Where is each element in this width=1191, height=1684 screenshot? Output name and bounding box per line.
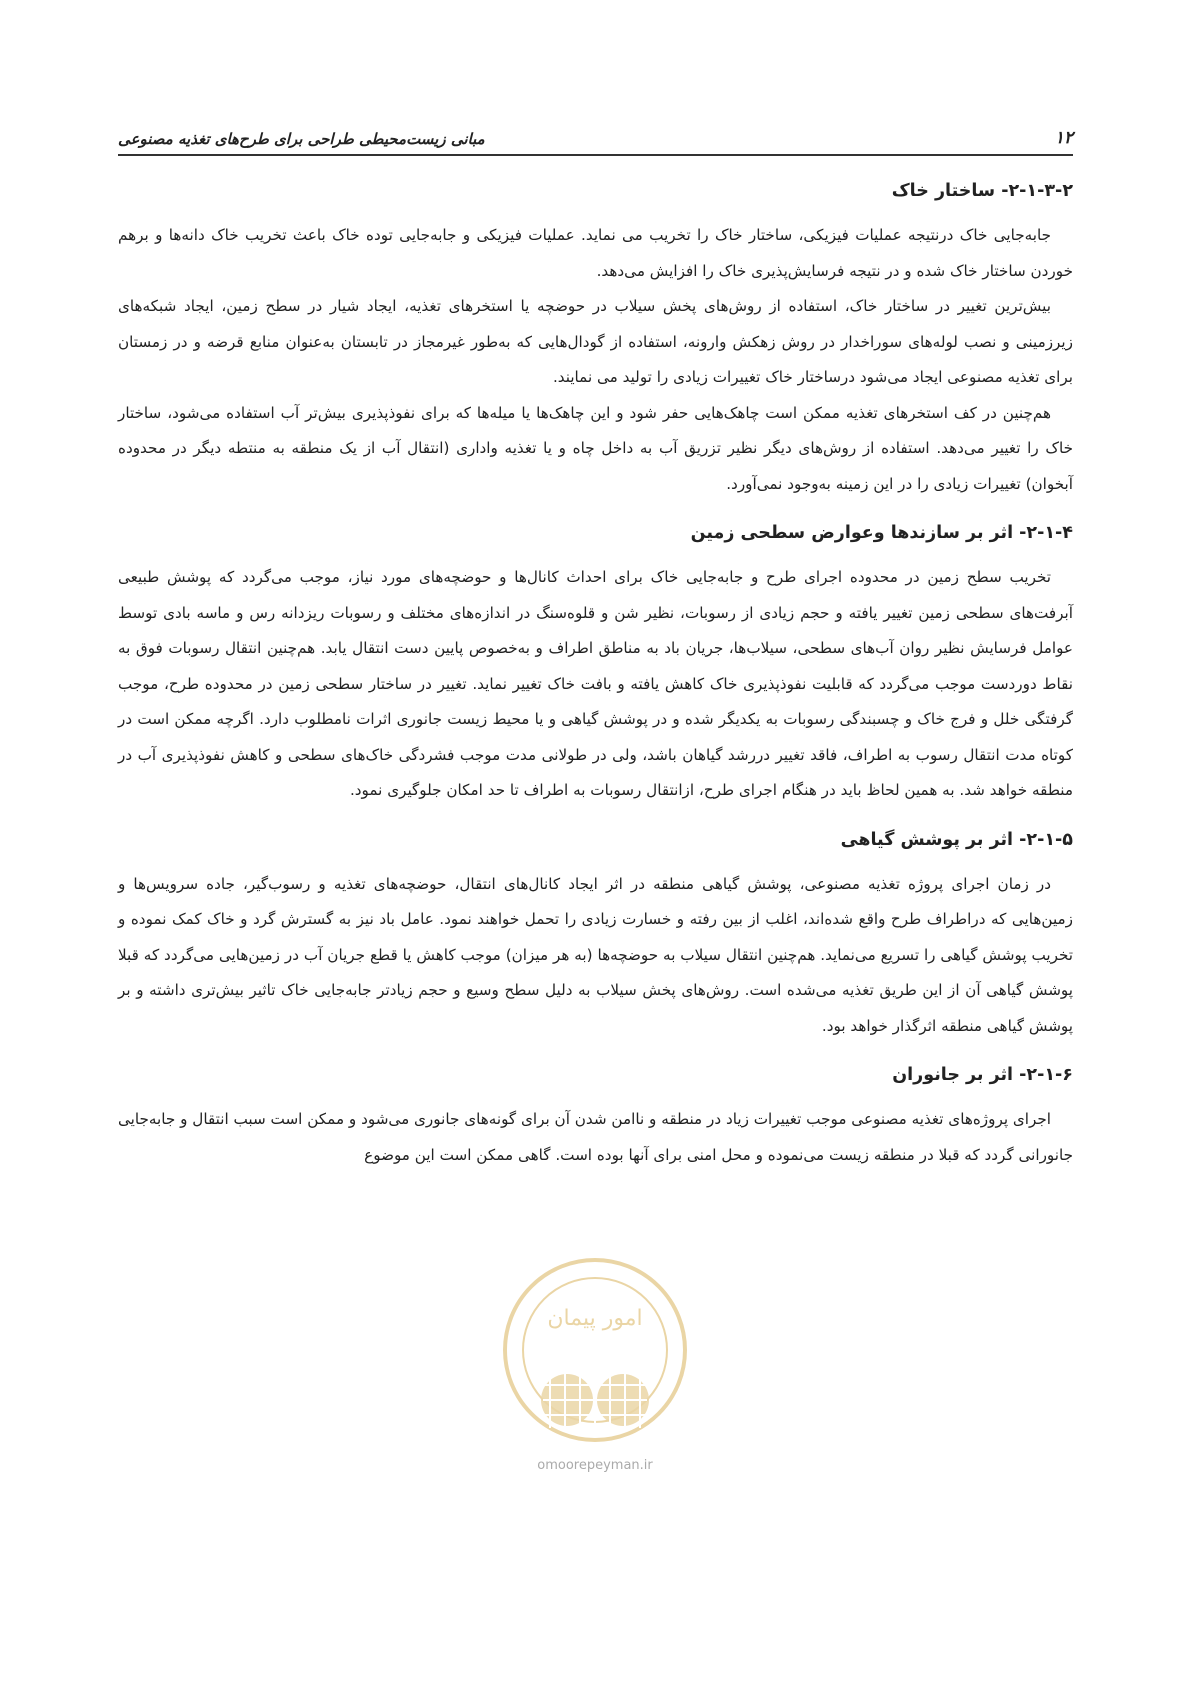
watermark-logo-icon [495,1250,695,1450]
page-number: ۱۲ [1054,128,1073,148]
paragraph: تخریب سطح زمین در محدوده اجرای طرح و جابه‌جایی خاک برای احداث کانال‌ها و حوضچه‌های مورد نیاز، موجب می‌گردد که پوشش طبیعی آبرفت‌های سطحی زمین تغییر یافته و حجم زیادی از رسوبات، نظیر شن و قلوه‌سنگ در اندازه‌های مختلف و رسوبات ریزدانه رس و ماسه بادی توسط عوامل فرسایش نظیر روان آب‌های سطحی، سیلاب‌ها، جریان باد به مناطق اطراف و به‌خصوص پایین دست انتقال یابد. هم‌چنین انتقال رسوبات فوق به نقاط دوردست موجب می‌گردد که قابلیت نفوذپذیری خاک کاهش یافته و بافت خاک تغییر نماید. تغییر در ساختار سطحی زمین در محدوده طرح، موجب گرفتگی خلل و فرج خاک و چسبندگی رسوبات به یکدیگر شده و در پوشش گیاهی و یا محیط زیست جانوری اثرات نامطلوب دارد. اگرچه ممکن است در کوتاه مدت انتقال رسوب به اطراف، فاقد تغییر دررشد گیاهان باشد، ولی در طولانی مدت موجب فشردگی خاک‌های سطحی و کاهش نفوذپذیری آب در منطقه خواهد شد. به همین لحاظ باید در هنگام اجرای طرح، ازانتقال رسوبات به اطراف تا حد امکان جلوگیری نمود. [118,568,1073,799]
watermark-url: omoorepeyman.ir [537,1458,653,1473]
paragraph: هم‌چنین در کف استخرهای تغذیه ممکن است چاهک‌هایی حفر شود و این چاهک‌ها یا میله‌ها که برای نفوذپذیری بیش‌تر آب استفاده می‌شود، ساختار خاک را تغییر می‌دهد. استفاده از روش‌های دیگر نظیر تزریق آب به داخل چاه و یا تغذیه واداری (انتقال آب از یک منطقه به منتطه دیگر در محدوده آبخوان) تغییرات زیادی را در این زمینه به‌وجود نمی‌آورد. [118,403,1073,493]
section-animals [118,1062,1073,1173]
running-header [118,118,1073,156]
section-vegetation [118,827,1073,1045]
section-heading: ۲-۱-۳-۲- ساختار خاک [891,181,1073,201]
paragraph: بیش‌ترین تغییر در ساختار خاک، استفاده از روش‌های پخش سیلاب در حوضچه یا استخرهای تغذیه، ایجاد شیار در سطح زمین، ایجاد شبکه‌های زیرزمینی و نصب لوله‌های سوراخدار در روش زهکش وارونه، استفاده از گودال‌هایی که به‌طور غیرمجاز در تابستان به‌عنوان منابع قرضه و در زمستان برای تغذیه مصنوعی ایجاد می‌شود درساختار خاک تغییرات زیادی را تولید می نمایند. [118,297,1073,386]
paragraph: جابه‌جایی خاک درنتیجه عملیات فیزیکی، ساختار خاک را تخریب می نماید. عملیات فیزیکی و جابه‌جایی توده خاک باعث تخریب خاک دانه‌ها و برهم خوردن ساختار خاک شده و در نتیجه فرسایش‌پذیری خاک را افزایش می‌دهد. [118,226,1073,280]
paragraph: اجرای پروژه‌های تغذیه مصنوعی موجب تغییرات زیاد در منطقه و ناامن شدن آن برای گونه‌های جانوری می‌شود و ممکن است سبب انتقال و جابه‌جایی جانورانی گردد که قبلا در منطقه زیست می‌نموده و محل امنی برای آنها بوده است. گاهی ممکن است این موضوع [118,1110,1073,1164]
page-content [118,178,1073,1173]
watermark-logo-text: امور پیمان [547,1306,643,1331]
header-title: مبانی زیست‌محیطی طراحی برای طرح‌های تغذیه مصنوعی [118,130,485,148]
section-soil-structure [118,178,1073,502]
section-heading: ۲-۱-۵- اثر بر پوشش گیاهی [840,829,1073,850]
section-heading: ۲-۱-۶- اثر بر جانوران [892,1065,1073,1085]
section-landforms [118,520,1073,809]
section-heading: ۲-۱-۴- اثر بر سازندها وعوارض سطحی زمین [690,523,1073,543]
paragraph: در زمان اجرای پروژه تغذیه مصنوعی، پوشش گیاهی منطقه در اثر ایجاد کانال‌های انتقال، حوضچه‌های تغذیه و رسوب‌گیر، جاده سرویس‌ها و زمین‌هایی که دراطراف طرح واقع شده‌اند، اغلب از بین رفته و خسارت زیادی را تحمل خواهند نمود. عامل باد نیز به گسترش گرد و خاک کمک نموده و تخریب پوشش گیاهی را تسریع می‌نماید. هم‌چنین انتقال سیلاب به حوضچه‌ها (به هر میزان) موجب کاهش یا قطع جریان آب در زمین‌هایی می‌گردد که قبلا پوشش گیاهی آن از این طریق تغذیه می‌شده است. روش‌های پخش سیلاب به دلیل سطح وسیع و حجم زیادتر جابه‌جایی خاک تاثیر بیش‌تری داشته و بر پوشش گیاهی منطقه اثرگذار خواهد بود. [118,874,1073,1035]
